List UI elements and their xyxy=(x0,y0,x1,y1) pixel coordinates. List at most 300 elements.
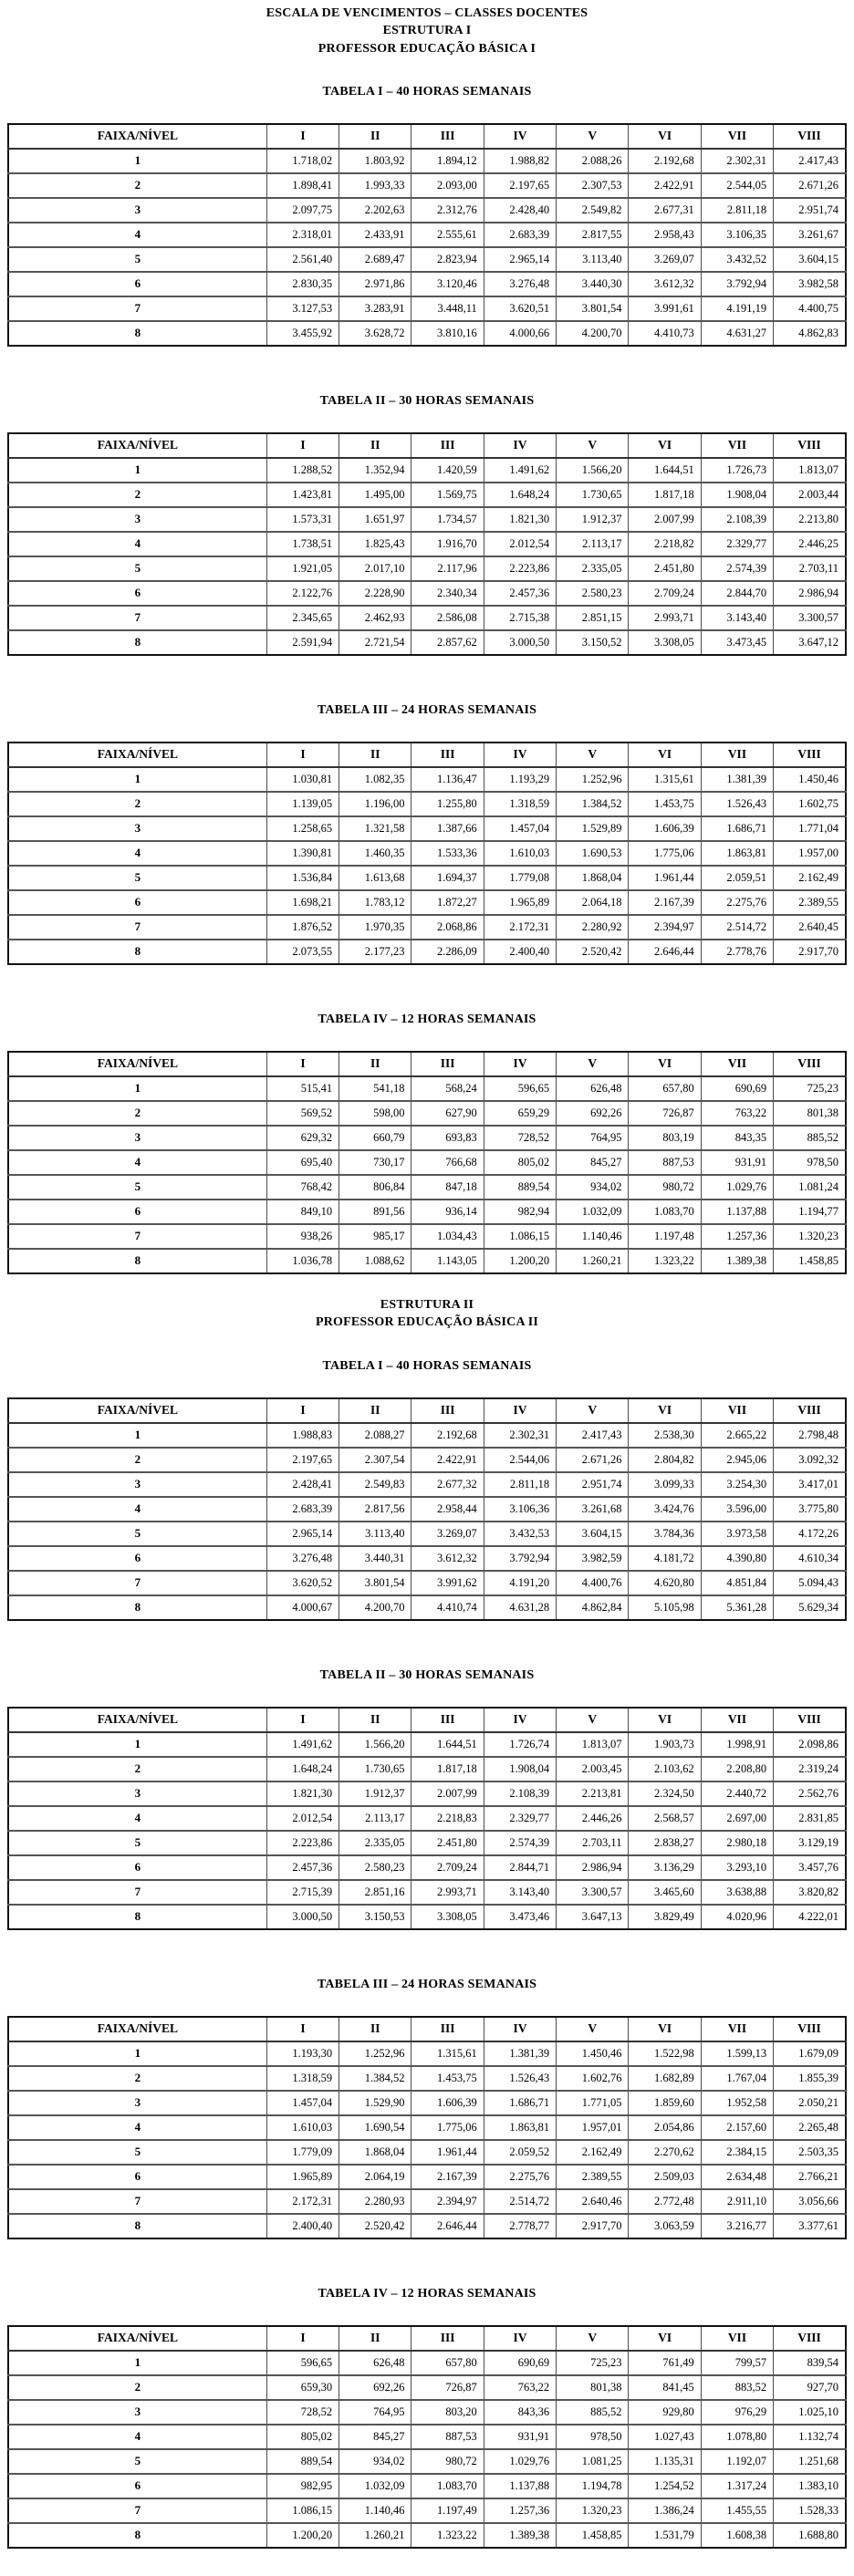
salary-value-cell: 1.767,04 xyxy=(701,2066,773,2091)
salary-value-cell: 1.197,49 xyxy=(411,2498,484,2523)
salary-value-cell: 2.971,86 xyxy=(339,272,411,296)
salary-value-cell: 1.258,65 xyxy=(266,816,338,841)
salary-value-cell: 2.958,44 xyxy=(411,1497,484,1522)
faixa-row-label: 6 xyxy=(8,890,266,915)
salary-value-cell: 1.779,08 xyxy=(484,866,556,890)
salary-value-cell: 2.319,24 xyxy=(774,1757,846,1781)
salary-value-cell: 1.644,51 xyxy=(629,458,701,483)
salary-value-cell: 2.980,18 xyxy=(701,1831,773,1855)
salary-value-cell: 2.059,52 xyxy=(484,2140,556,2165)
salary-value-cell: 845,27 xyxy=(339,2425,411,2449)
grade-column-header: VIII xyxy=(774,743,846,767)
salary-value-cell: 1.320,23 xyxy=(774,1224,846,1249)
salary-value-cell: 1.196,00 xyxy=(339,792,411,816)
salary-value-cell: 3.792,94 xyxy=(484,1546,556,1571)
grade-column-header: IV xyxy=(484,2326,556,2351)
faixa-row-label: 4 xyxy=(8,223,266,247)
table-row xyxy=(8,556,846,581)
salary-value-cell: 980,72 xyxy=(629,1175,701,1200)
salary-value-cell: 4.862,84 xyxy=(557,1595,629,1620)
salary-value-cell: 4.000,67 xyxy=(266,1595,338,1620)
salary-value-cell: 1.606,39 xyxy=(629,816,701,841)
salary-value-cell: 2.951,74 xyxy=(557,1472,629,1497)
salary-value-cell: 1.390,81 xyxy=(266,841,338,866)
salary-value-cell: 2.270,62 xyxy=(629,2140,701,2165)
grade-column-header: III xyxy=(411,2326,484,2351)
salary-value-cell: 1.599,13 xyxy=(701,2041,773,2066)
table-row xyxy=(8,1200,846,1224)
salary-value-cell: 2.275,76 xyxy=(484,2165,556,2189)
salary-value-cell: 2.646,44 xyxy=(629,940,701,964)
grade-column-header: V xyxy=(557,2326,629,2351)
salary-value-cell: 1.526,43 xyxy=(484,2066,556,2091)
salary-value-cell: 2.580,23 xyxy=(557,581,629,606)
table-row xyxy=(8,1546,846,1571)
header-row xyxy=(8,1052,846,1076)
table-title-30h: TABELA II – 30 HORAS SEMANAIS xyxy=(319,1667,535,1682)
salary-value-cell: 2.703,11 xyxy=(557,1831,629,1855)
table-row xyxy=(8,2140,846,2165)
salary-value-cell: 2.514,72 xyxy=(701,915,773,940)
salary-value-cell: 3.792,94 xyxy=(701,272,773,296)
salary-value-cell: 4.191,19 xyxy=(701,296,773,321)
salary-value-cell: 1.730,65 xyxy=(557,483,629,507)
salary-value-cell: 596,65 xyxy=(266,2351,338,2375)
salary-value-cell: 1.644,51 xyxy=(411,1732,484,1757)
salary-value-cell: 2.851,15 xyxy=(557,606,629,630)
salary-value-cell: 4.200,70 xyxy=(557,321,629,346)
grade-column-header: I xyxy=(266,1052,338,1076)
faixa-row-label: 4 xyxy=(8,1497,266,1522)
salary-value-cell: 1.455,55 xyxy=(701,2498,773,2523)
salary-value-cell: 763,22 xyxy=(701,1101,773,1126)
salary-value-cell: 2.312,76 xyxy=(411,198,484,223)
salary-value-cell: 2.446,26 xyxy=(557,1806,629,1831)
salary-value-cell: 2.640,45 xyxy=(774,915,846,940)
salary-value-cell: 1.775,06 xyxy=(411,2115,484,2140)
table-row xyxy=(8,1126,846,1150)
salary-value-cell: 2.591,94 xyxy=(266,630,338,655)
salary-value-cell: 885,52 xyxy=(557,2400,629,2425)
salary-value-cell: 1.315,61 xyxy=(411,2041,484,2066)
salary-value-cell: 2.965,14 xyxy=(484,247,556,272)
table-row xyxy=(8,630,846,655)
salary-value-cell: 1.610,03 xyxy=(266,2115,338,2140)
grade-column-header: VIII xyxy=(774,2326,846,2351)
salary-value-cell: 1.734,57 xyxy=(411,507,484,532)
salary-value-cell: 1.698,21 xyxy=(266,890,338,915)
salary-value-cell: 1.998,91 xyxy=(701,1732,773,1757)
faixa-row-label: 1 xyxy=(8,458,266,483)
salary-value-cell: 1.726,73 xyxy=(701,458,773,483)
salary-value-cell: 2.335,05 xyxy=(339,1831,411,1855)
salary-value-cell: 2.677,31 xyxy=(629,198,701,223)
table-row xyxy=(8,890,846,915)
salary-value-cell: 4.000,66 xyxy=(484,321,556,346)
salary-value-cell: 2.003,44 xyxy=(774,483,846,507)
salary-value-cell: 2.428,41 xyxy=(266,1472,338,1497)
salary-value-cell: 1.288,52 xyxy=(266,458,338,483)
salary-value-cell: 3.784,36 xyxy=(629,1522,701,1546)
faixa-row-label: 3 xyxy=(8,1472,266,1497)
salary-value-cell: 629,32 xyxy=(266,1126,338,1150)
salary-value-cell: 1.321,58 xyxy=(339,816,411,841)
faixa-row-label: 1 xyxy=(8,2351,266,2375)
salary-value-cell: 929,80 xyxy=(629,2400,701,2425)
salary-value-cell: 2.108,39 xyxy=(701,507,773,532)
table-row xyxy=(8,483,846,507)
salary-value-cell: 1.529,89 xyxy=(557,816,629,841)
faixa-row-label: 5 xyxy=(8,1175,266,1200)
salary-value-cell: 2.709,24 xyxy=(411,1855,484,1880)
grade-column-header: VII xyxy=(701,743,773,767)
salary-value-cell: 1.137,88 xyxy=(484,2474,556,2498)
salary-value-cell: 764,95 xyxy=(339,2400,411,2425)
faixa-row-label: 5 xyxy=(8,1831,266,1855)
table-row xyxy=(8,321,846,346)
salary-value-cell: 2.054,86 xyxy=(629,2115,701,2140)
grade-column-header: V xyxy=(557,1398,629,1423)
salary-value-cell: 2.671,26 xyxy=(557,1448,629,1472)
salary-value-cell: 3.982,58 xyxy=(774,272,846,296)
faixa-row-label: 4 xyxy=(8,841,266,866)
salary-value-cell: 4.020,96 xyxy=(701,1905,773,1929)
salary-value-cell: 2.093,00 xyxy=(411,173,484,198)
salary-value-cell: 3.254,30 xyxy=(701,1472,773,1497)
salary-value-cell: 541,18 xyxy=(339,1076,411,1101)
faixa-row-label: 8 xyxy=(8,321,266,346)
faixa-nivel-column-header: FAIXA/NÍVEL xyxy=(8,1398,266,1423)
faixa-row-label: 3 xyxy=(8,816,266,841)
salary-value-cell: 980,72 xyxy=(411,2449,484,2474)
salary-value-cell: 806,84 xyxy=(339,1175,411,1200)
grade-column-header: VIII xyxy=(774,1398,846,1423)
salary-value-cell: 2.697,00 xyxy=(701,1806,773,1831)
salary-value-cell: 2.689,47 xyxy=(339,247,411,272)
salary-value-cell: 1.988,82 xyxy=(484,149,556,173)
salary-value-cell: 2.213,81 xyxy=(557,1781,629,1806)
faixa-row-label: 1 xyxy=(8,1423,266,1448)
salary-value-cell: 2.228,90 xyxy=(339,581,411,606)
salary-value-cell: 5.105,98 xyxy=(629,1595,701,1620)
section-estrutura-2 xyxy=(0,1296,854,2549)
table-row xyxy=(8,458,846,483)
salary-value-cell: 1.081,25 xyxy=(557,2449,629,2474)
salary-value-cell: 690,69 xyxy=(701,1076,773,1101)
salary-value-cell: 2.911,10 xyxy=(701,2189,773,2214)
salary-value-cell: 1.260,21 xyxy=(339,2523,411,2548)
faixa-row-label: 8 xyxy=(8,2214,266,2238)
salary-value-cell: 3.377,61 xyxy=(774,2214,846,2238)
grade-column-header: V xyxy=(557,743,629,767)
faixa-row-label: 7 xyxy=(8,915,266,940)
salary-value-cell: 3.269,07 xyxy=(629,247,701,272)
salary-value-cell: 1.389,38 xyxy=(484,2523,556,2548)
salary-value-cell: 4.410,73 xyxy=(629,321,701,346)
grade-column-header: VI xyxy=(629,1708,701,1732)
salary-value-cell: 3.424,76 xyxy=(629,1497,701,1522)
salary-value-cell: 1.423,81 xyxy=(266,483,338,507)
salary-value-cell: 3.473,46 xyxy=(484,1905,556,1929)
salary-value-cell: 1.457,04 xyxy=(266,2091,338,2115)
salary-value-cell: 1.783,12 xyxy=(339,890,411,915)
salary-value-cell: 4.172,26 xyxy=(774,1522,846,1546)
salary-value-cell: 1.384,52 xyxy=(339,2066,411,2091)
salary-value-cell: 1.420,59 xyxy=(411,458,484,483)
faixa-row-label: 6 xyxy=(8,1546,266,1571)
grade-column-header: VII xyxy=(701,1052,773,1076)
salary-value-cell: 3.448,11 xyxy=(411,296,484,321)
salary-value-cell: 1.868,04 xyxy=(557,866,629,890)
salary-value-cell: 3.973,58 xyxy=(701,1522,773,1546)
table-row xyxy=(8,507,846,532)
salary-value-cell: 2.007,99 xyxy=(411,1781,484,1806)
salary-value-cell: 1.813,07 xyxy=(557,1732,629,1757)
faixa-row-label: 6 xyxy=(8,2474,266,2498)
table-row xyxy=(8,2400,846,2425)
faixa-row-label: 4 xyxy=(8,1806,266,1831)
salary-value-cell: 3.216,77 xyxy=(701,2214,773,2238)
salary-value-cell: 1.453,75 xyxy=(629,792,701,816)
salary-value-cell: 768,42 xyxy=(266,1175,338,1200)
salary-table-30h xyxy=(7,1707,847,1930)
salary-value-cell: 4.631,28 xyxy=(484,1595,556,1620)
salary-value-cell: 3.000,50 xyxy=(484,630,556,655)
faixa-row-label: 4 xyxy=(8,1150,266,1175)
faixa-nivel-column-header: FAIXA/NÍVEL xyxy=(8,743,266,767)
table-row xyxy=(8,2449,846,2474)
salary-value-cell: 1.320,23 xyxy=(557,2498,629,2523)
grade-column-header: III xyxy=(411,1052,484,1076)
salary-value-cell: 3.801,54 xyxy=(557,296,629,321)
salary-value-cell: 1.688,80 xyxy=(774,2523,846,2548)
salary-value-cell: 1.817,18 xyxy=(411,1757,484,1781)
salary-value-cell: 1.192,07 xyxy=(701,2449,773,2474)
salary-value-cell: 5.094,43 xyxy=(774,1571,846,1595)
grade-column-header: VIII xyxy=(774,1052,846,1076)
faixa-row-label: 6 xyxy=(8,1200,266,1224)
salary-value-cell: 2.192,68 xyxy=(411,1423,484,1448)
salary-value-cell: 1.912,37 xyxy=(339,1781,411,1806)
salary-value-cell: 2.218,83 xyxy=(411,1806,484,1831)
faixa-row-label: 3 xyxy=(8,198,266,223)
salary-value-cell: 805,02 xyxy=(266,2425,338,2449)
salary-value-cell: 2.302,31 xyxy=(484,1423,556,1448)
grade-column-header: IV xyxy=(484,1708,556,1732)
table-row xyxy=(8,1101,846,1126)
header-row xyxy=(8,2326,846,2351)
salary-value-cell: 1.606,39 xyxy=(411,2091,484,2115)
salary-value-cell: 3.647,12 xyxy=(774,630,846,655)
table-row xyxy=(8,816,846,841)
grade-column-header: V xyxy=(557,1708,629,1732)
faixa-row-label: 7 xyxy=(8,1224,266,1249)
salary-value-cell: 801,38 xyxy=(774,1101,846,1126)
table-row xyxy=(8,296,846,321)
salary-value-cell: 1.317,24 xyxy=(701,2474,773,2498)
table-title-30h: TABELA II – 30 HORAS SEMANAIS xyxy=(319,393,535,408)
table-row xyxy=(8,915,846,940)
grade-column-header: VIII xyxy=(774,433,846,458)
salary-value-cell: 1.863,81 xyxy=(484,2115,556,2140)
salary-value-cell: 1.610,03 xyxy=(484,841,556,866)
salary-value-cell: 1.197,48 xyxy=(629,1224,701,1249)
salary-value-cell: 1.193,30 xyxy=(266,2041,338,2066)
salary-value-cell: 2.993,71 xyxy=(411,1880,484,1905)
salary-value-cell: 766,68 xyxy=(411,1150,484,1175)
grade-column-header: VI xyxy=(629,2326,701,2351)
table-title-24h: TABELA III – 24 HORAS SEMANAIS xyxy=(317,702,537,717)
salary-value-cell: 3.455,92 xyxy=(266,321,338,346)
salary-value-cell: 3.604,15 xyxy=(774,247,846,272)
salary-value-cell: 2.068,86 xyxy=(411,915,484,940)
salary-value-cell: 3.465,60 xyxy=(629,1880,701,1905)
table-row xyxy=(8,1423,846,1448)
table-row xyxy=(8,606,846,630)
table-row xyxy=(8,2498,846,2523)
salary-value-cell: 2.122,76 xyxy=(266,581,338,606)
salary-value-cell: 2.103,62 xyxy=(629,1757,701,1781)
salary-value-cell: 2.580,23 xyxy=(339,1855,411,1880)
salary-value-cell: 1.457,04 xyxy=(484,816,556,841)
salary-value-cell: 2.162,49 xyxy=(774,866,846,890)
faixa-row-label: 8 xyxy=(8,1595,266,1620)
salary-value-cell: 2.457,36 xyxy=(266,1855,338,1880)
salary-value-cell: 2.555,61 xyxy=(411,223,484,247)
salary-value-cell: 1.450,46 xyxy=(774,767,846,792)
salary-value-cell: 3.982,59 xyxy=(557,1546,629,1571)
salary-value-cell: 1.894,12 xyxy=(411,149,484,173)
salary-table-24h xyxy=(7,742,847,965)
salary-value-cell: 1.613,68 xyxy=(339,866,411,890)
salary-value-cell: 2.446,25 xyxy=(774,532,846,556)
salary-value-cell: 799,57 xyxy=(701,2351,773,2375)
salary-value-cell: 2.586,08 xyxy=(411,606,484,630)
salary-value-cell: 3.143,40 xyxy=(701,606,773,630)
salary-value-cell: 2.177,23 xyxy=(339,940,411,964)
salary-value-cell: 2.634,48 xyxy=(701,2165,773,2189)
section-estrutura-1 xyxy=(0,22,854,1274)
salary-value-cell: 1.083,70 xyxy=(629,1200,701,1224)
salary-value-cell: 2.329,77 xyxy=(484,1806,556,1831)
salary-value-cell: 1.573,31 xyxy=(266,507,338,532)
salary-value-cell: 1.029,76 xyxy=(484,2449,556,2474)
salary-value-cell: 1.036,78 xyxy=(266,1249,338,1273)
faixa-nivel-column-header: FAIXA/NÍVEL xyxy=(8,2326,266,2351)
salary-value-cell: 1.257,36 xyxy=(701,1224,773,1249)
faixa-row-label: 5 xyxy=(8,556,266,581)
faixa-row-label: 4 xyxy=(8,532,266,556)
faixa-row-label: 1 xyxy=(8,767,266,792)
salary-value-cell: 934,02 xyxy=(339,2449,411,2474)
table-title-24h: TABELA III – 24 HORAS SEMANAIS xyxy=(317,1977,537,1991)
salary-value-cell: 1.251,68 xyxy=(774,2449,846,2474)
table-row xyxy=(8,1150,846,1175)
salary-value-cell: 931,91 xyxy=(484,2425,556,2449)
salary-value-cell: 1.961,44 xyxy=(411,2140,484,2165)
table-row xyxy=(8,198,846,223)
salary-value-cell: 728,52 xyxy=(484,1126,556,1150)
salary-value-cell: 2.307,54 xyxy=(339,1448,411,1472)
salary-value-cell: 2.831,85 xyxy=(774,1806,846,1831)
salary-value-cell: 2.422,91 xyxy=(629,173,701,198)
grade-column-header: I xyxy=(266,124,338,149)
salary-value-cell: 1.381,39 xyxy=(484,2041,556,2066)
salary-value-cell: 1.855,39 xyxy=(774,2066,846,2091)
salary-value-cell: 2.197,65 xyxy=(266,1448,338,1472)
salary-value-cell: 1.821,30 xyxy=(266,1781,338,1806)
salary-value-cell: 845,27 xyxy=(557,1150,629,1175)
salary-value-cell: 3.099,33 xyxy=(629,1472,701,1497)
salary-value-cell: 4.620,80 xyxy=(629,1571,701,1595)
salary-value-cell: 2.389,55 xyxy=(774,890,846,915)
salary-value-cell: 2.098,86 xyxy=(774,1732,846,1757)
salary-value-cell: 2.945,06 xyxy=(701,1448,773,1472)
salary-value-cell: 2.857,62 xyxy=(411,630,484,655)
salary-value-cell: 2.838,27 xyxy=(629,1831,701,1855)
salary-value-cell: 976,29 xyxy=(701,2400,773,2425)
grade-column-header: I xyxy=(266,1708,338,1732)
salary-value-cell: 2.223,86 xyxy=(484,556,556,581)
salary-value-cell: 1.387,66 xyxy=(411,816,484,841)
salary-value-cell: 1.136,47 xyxy=(411,767,484,792)
salary-value-cell: 2.544,05 xyxy=(701,173,773,198)
salary-value-cell: 3.276,48 xyxy=(484,272,556,296)
table-row xyxy=(8,1448,846,1472)
salary-value-cell: 1.386,24 xyxy=(629,2498,701,2523)
salary-value-cell: 3.127,53 xyxy=(266,296,338,321)
table-row xyxy=(8,767,846,792)
estrutura-title: ESTRUTURA II xyxy=(380,1297,474,1312)
grade-column-header: II xyxy=(339,2017,411,2041)
salary-value-cell: 598,00 xyxy=(339,1101,411,1126)
salary-value-cell: 3.417,01 xyxy=(774,1472,846,1497)
grade-column-header: II xyxy=(339,433,411,458)
table-row xyxy=(8,2066,846,2091)
grade-column-header: I xyxy=(266,1398,338,1423)
salary-value-cell: 1.254,52 xyxy=(629,2474,701,2498)
salary-value-cell: 725,23 xyxy=(557,2351,629,2375)
salary-value-cell: 2.538,30 xyxy=(629,1423,701,1448)
salary-value-cell: 2.709,24 xyxy=(629,581,701,606)
salary-value-cell: 1.730,65 xyxy=(339,1757,411,1781)
grade-column-header: V xyxy=(557,124,629,149)
salary-value-cell: 1.771,04 xyxy=(774,816,846,841)
table-row xyxy=(8,2375,846,2400)
grade-column-header: VI xyxy=(629,1052,701,1076)
faixa-row-label: 7 xyxy=(8,2498,266,2523)
faixa-row-label: 1 xyxy=(8,1076,266,1101)
grade-column-header: I xyxy=(266,2017,338,2041)
faixa-row-label: 2 xyxy=(8,1448,266,1472)
salary-value-cell: 627,90 xyxy=(411,1101,484,1126)
salary-value-cell: 4.181,72 xyxy=(629,1546,701,1571)
salary-value-cell: 1.383,10 xyxy=(774,2474,846,2498)
grade-column-header: VII xyxy=(701,124,773,149)
table-row xyxy=(8,1175,846,1200)
salary-value-cell: 849,10 xyxy=(266,1200,338,1224)
salary-value-cell: 2.917,70 xyxy=(774,940,846,964)
salary-value-cell: 1.803,92 xyxy=(339,149,411,173)
salary-value-cell: 3.991,61 xyxy=(629,296,701,321)
salary-value-cell: 2.167,39 xyxy=(411,2165,484,2189)
salary-value-cell: 1.323,22 xyxy=(629,1249,701,1273)
salary-value-cell: 2.520,42 xyxy=(557,940,629,964)
salary-value-cell: 3.612,32 xyxy=(629,272,701,296)
faixa-row-label: 1 xyxy=(8,1732,266,1757)
salary-value-cell: 2.823,94 xyxy=(411,247,484,272)
salary-value-cell: 2.192,68 xyxy=(629,149,701,173)
